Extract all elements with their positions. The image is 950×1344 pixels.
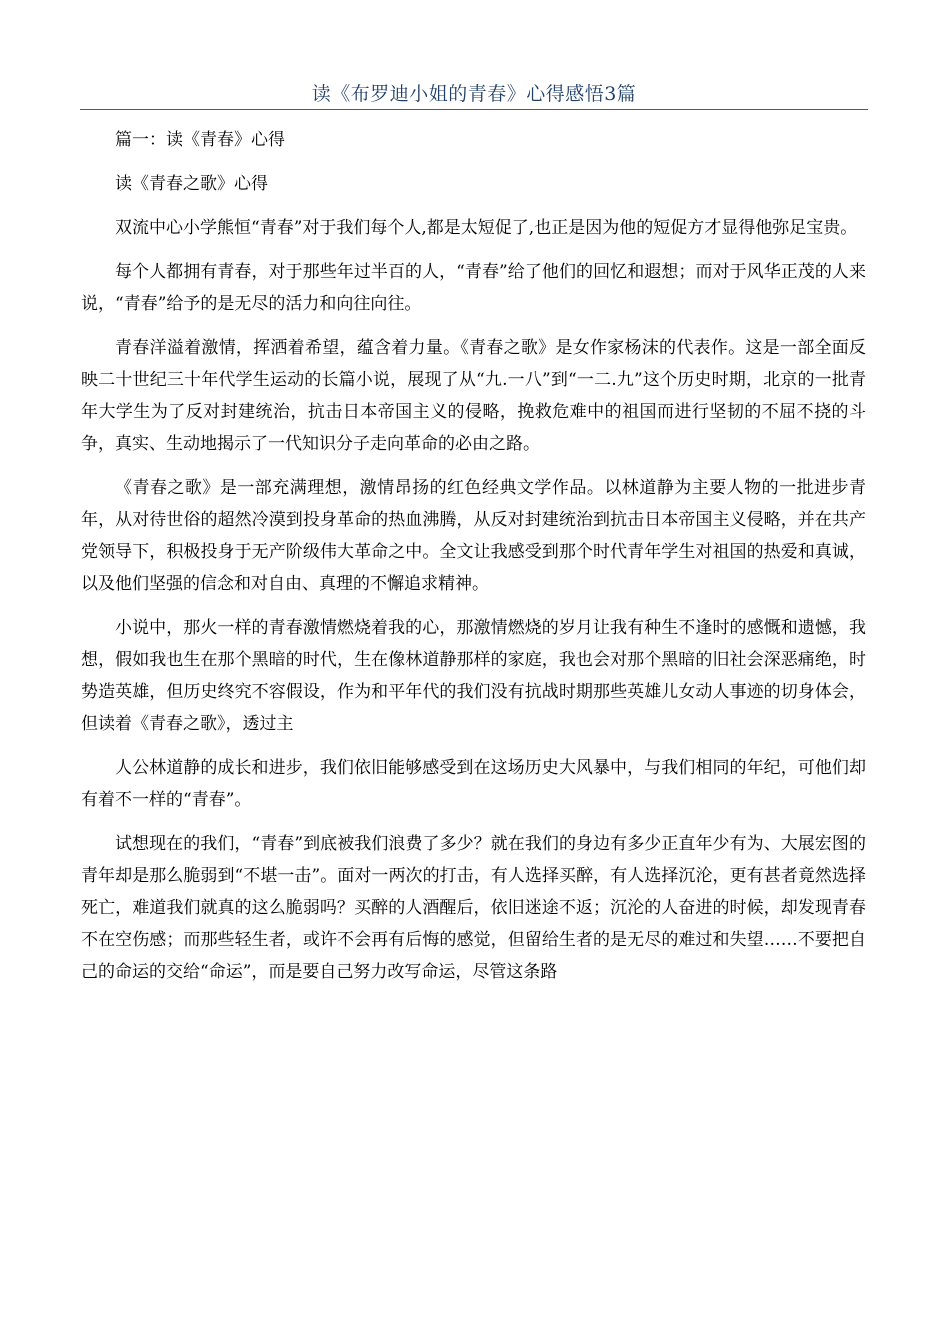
title-underline-divider <box>80 109 868 110</box>
paragraph: 《青春之歌》是一部充满理想，激情昂扬的红色经典文学作品。以林道静为主要人物的一批进步青年，从对待世俗的超然冷漠到投身革命的热血沸腾，从反对封建统治到抗击日本帝国主义侵略，并在共产党领导下，积极投身于无产阶级伟大革命之中。全文让我感受到那个时代青年学生对祖国的热爱和真诚，以及他们坚强的信念和对自由、真理的不懈追求精神。 <box>81 478 866 594</box>
document-body <box>81 124 866 1000</box>
paragraph: 每个人都拥有青春，对于那些年过半百的人，“青春”给了他们的回忆和遐想；而对于风华正茂的人来说，“青春”给予的是无尽的活力和向往向往。 <box>81 262 866 314</box>
subheading: 读《青春之歌》心得 <box>115 174 268 194</box>
document-title: 读《布罗迪小姐的青春》心得感悟3篇 <box>311 83 637 105</box>
paragraph: 小说中，那火一样的青春激情燃烧着我的心，那激情燃烧的岁月让我有种生不逢时的感慨和遗憾，我想，假如我也生在那个黑暗的时代，生在像林道静那样的家庭，我也会对那个黑暗的旧社会深恶痛绝，时势造英雄，但历史终究不容假设，作为和平年代的我们没有抗战时期那些英雄儿女动人事迹的切身体会，但读着《青春之歌》，透过主 <box>81 618 866 734</box>
paragraph: 青春洋溢着激情，挥洒着希望，蕴含着力量。《青春之歌》是女作家杨沫的代表作。这是一部全面反映二十世纪三十年代学生运动的长篇小说，展现了从“九.一八”到“一二.九”这个历史时期，北京的一批青年大学生为了反对封建统治，抗击日本帝国主义的侵略，挽救危难中的祖国而进行坚韧的不屈不挠的斗争，真实、生动地揭示了一代知识分子走向革命的必由之路。 <box>81 338 866 454</box>
section-heading: 篇一：读《青春》心得 <box>115 130 285 150</box>
paragraph: 人公林道静的成长和进步，我们依旧能够感受到在这场历史大风暴中，与我们相同的年纪，可他们却有着不一样的“青春”。 <box>81 758 866 810</box>
paragraph: 双流中心小学熊恒“青春”对于我们每个人,都是太短促了,也正是因为他的短促方才显得他弥足宝贵。 <box>115 218 858 238</box>
paragraph: 试想现在的我们，“青春”到底被我们浪费了多少？就在我们的身边有多少正直年少有为、大展宏图的青年却是那么脆弱到“不堪一击”。面对一两次的打击，有人选择买醉，有人选择沉沦，更有甚者竟然选择死亡，难道我们就真的这么脆弱吗？买醉的人酒醒后，依旧迷途不返；沉沦的人奋进的时候，却发现青春不在空伤感；而那些轻生者，或许不会再有后悔的感觉，但留给生者的是无尽的难过和失望……不要把自己的命运的交给“命运”，而是要自己努力改写命运，尽管这条路 <box>81 834 866 982</box>
